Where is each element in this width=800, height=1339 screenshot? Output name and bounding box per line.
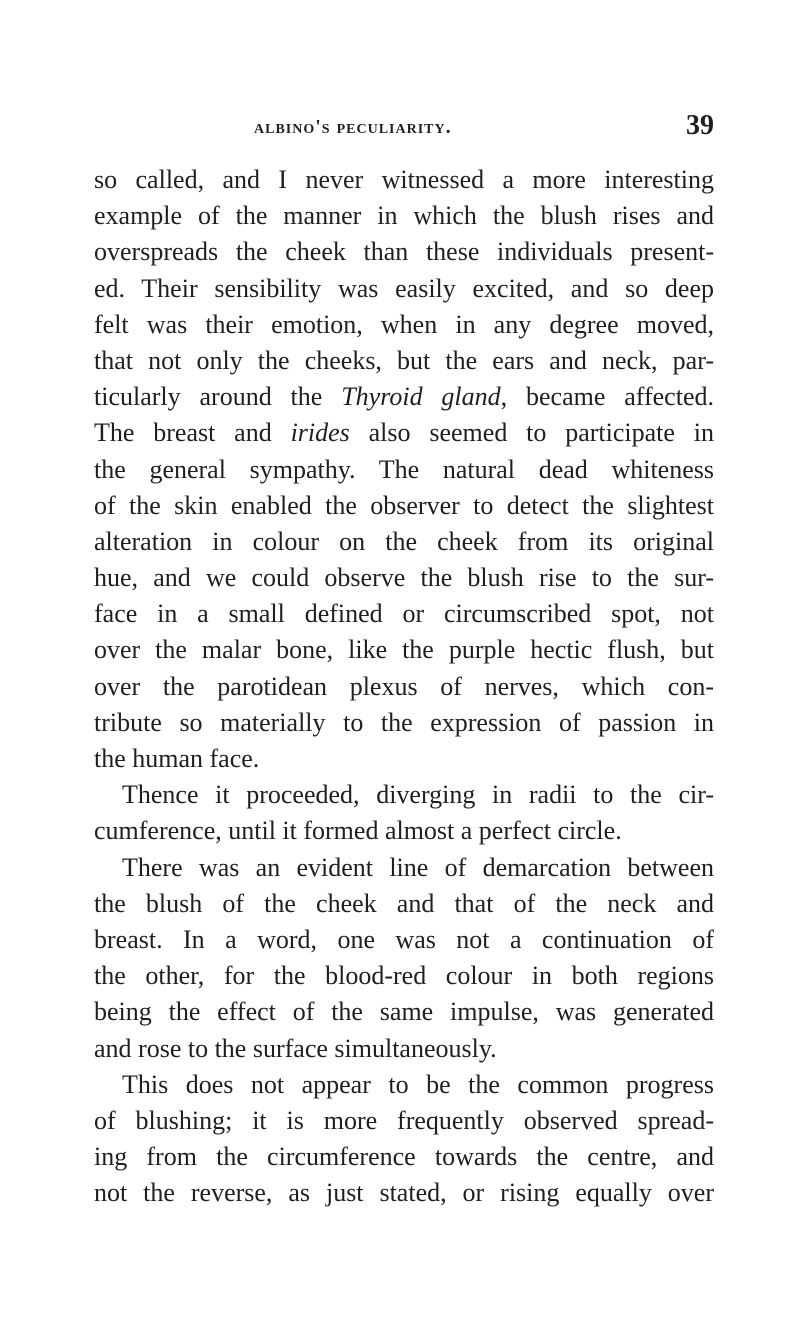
text-line-17: the human face.	[94, 744, 260, 773]
text-line-1: so called, and I never witnessed a more interesting	[94, 165, 714, 194]
text-line-7	[94, 379, 714, 415]
text-line-24: being the effect of the same impulse, was generated	[94, 997, 714, 1027]
text-line-7-start: ticularly around the	[94, 382, 342, 412]
text-line-15: over the parotidean plexus of nerves, which con-	[94, 671, 714, 701]
text-line-10: of the skin enabled the observer to detect the slightest	[94, 490, 714, 520]
text-line-4: ed. Their sensibility was easily excited, and so deep	[94, 273, 714, 303]
thyroid-gland-italic: Thyroid gland	[341, 382, 501, 412]
text-line-23: the other, for the blood-red colour in both regions	[94, 961, 714, 991]
running-head	[94, 110, 714, 144]
text-line-8-end: also seemed to participate in	[349, 418, 714, 448]
text-line-28: ing from the circumference towards the centre, and	[94, 1142, 714, 1172]
text-line-18: Thence it proceeded, diverging in radii to the cir-	[122, 780, 714, 810]
body-text	[94, 162, 714, 1211]
text-line-25: and rose to the surface simultaneously.	[94, 1033, 497, 1063]
text-line-21: the blush of the cheek and that of the neck and	[94, 888, 714, 918]
text-line-14: over the malar bone, like the purple hectic flush, but	[94, 635, 714, 665]
text-line-12: hue, and we could observe the blush rise to the sur-	[94, 563, 714, 593]
text-line-29: not the reverse, as just stated, or rising equally over	[94, 1178, 714, 1208]
text-line-26: This does not appear to be the common progress	[122, 1069, 714, 1099]
irides-italic: irides	[290, 418, 350, 448]
running-title: albino's peculiarity.	[254, 116, 452, 138]
text-line-8-start: The breast and	[94, 418, 291, 448]
text-line-5: felt was their emotion, when in any degree moved,	[94, 309, 714, 339]
text-line-6: that not only the cheeks, but the ears and neck, par-	[94, 345, 714, 375]
text-line-22: breast. In a word, one was not a continuation of	[94, 924, 714, 954]
text-line-2: example of the manner in which the blush rises and	[94, 201, 714, 231]
text-line-7-end: , became affected.	[500, 382, 714, 412]
text-line-27: of blushing; it is more frequently observed spread-	[94, 1105, 714, 1135]
text-line-9: the general sympathy. The natural dead whiteness	[94, 454, 714, 484]
text-line-19: cumference, until it formed almost a perfect circle.	[94, 816, 622, 846]
text-line-20: There was an evident line of demarcation between	[122, 852, 714, 882]
text-line-8	[94, 415, 714, 451]
text-line-13: face in a small defined or circumscribed spot, not	[94, 599, 714, 629]
text-line-16: tribute so materially to the expression of passion in	[94, 707, 714, 737]
text-line-3: overspreads the cheek than these individuals present-	[94, 237, 714, 267]
text-line-11: alteration in colour on the cheek from its original	[94, 526, 714, 556]
page-number: 39	[686, 110, 714, 141]
